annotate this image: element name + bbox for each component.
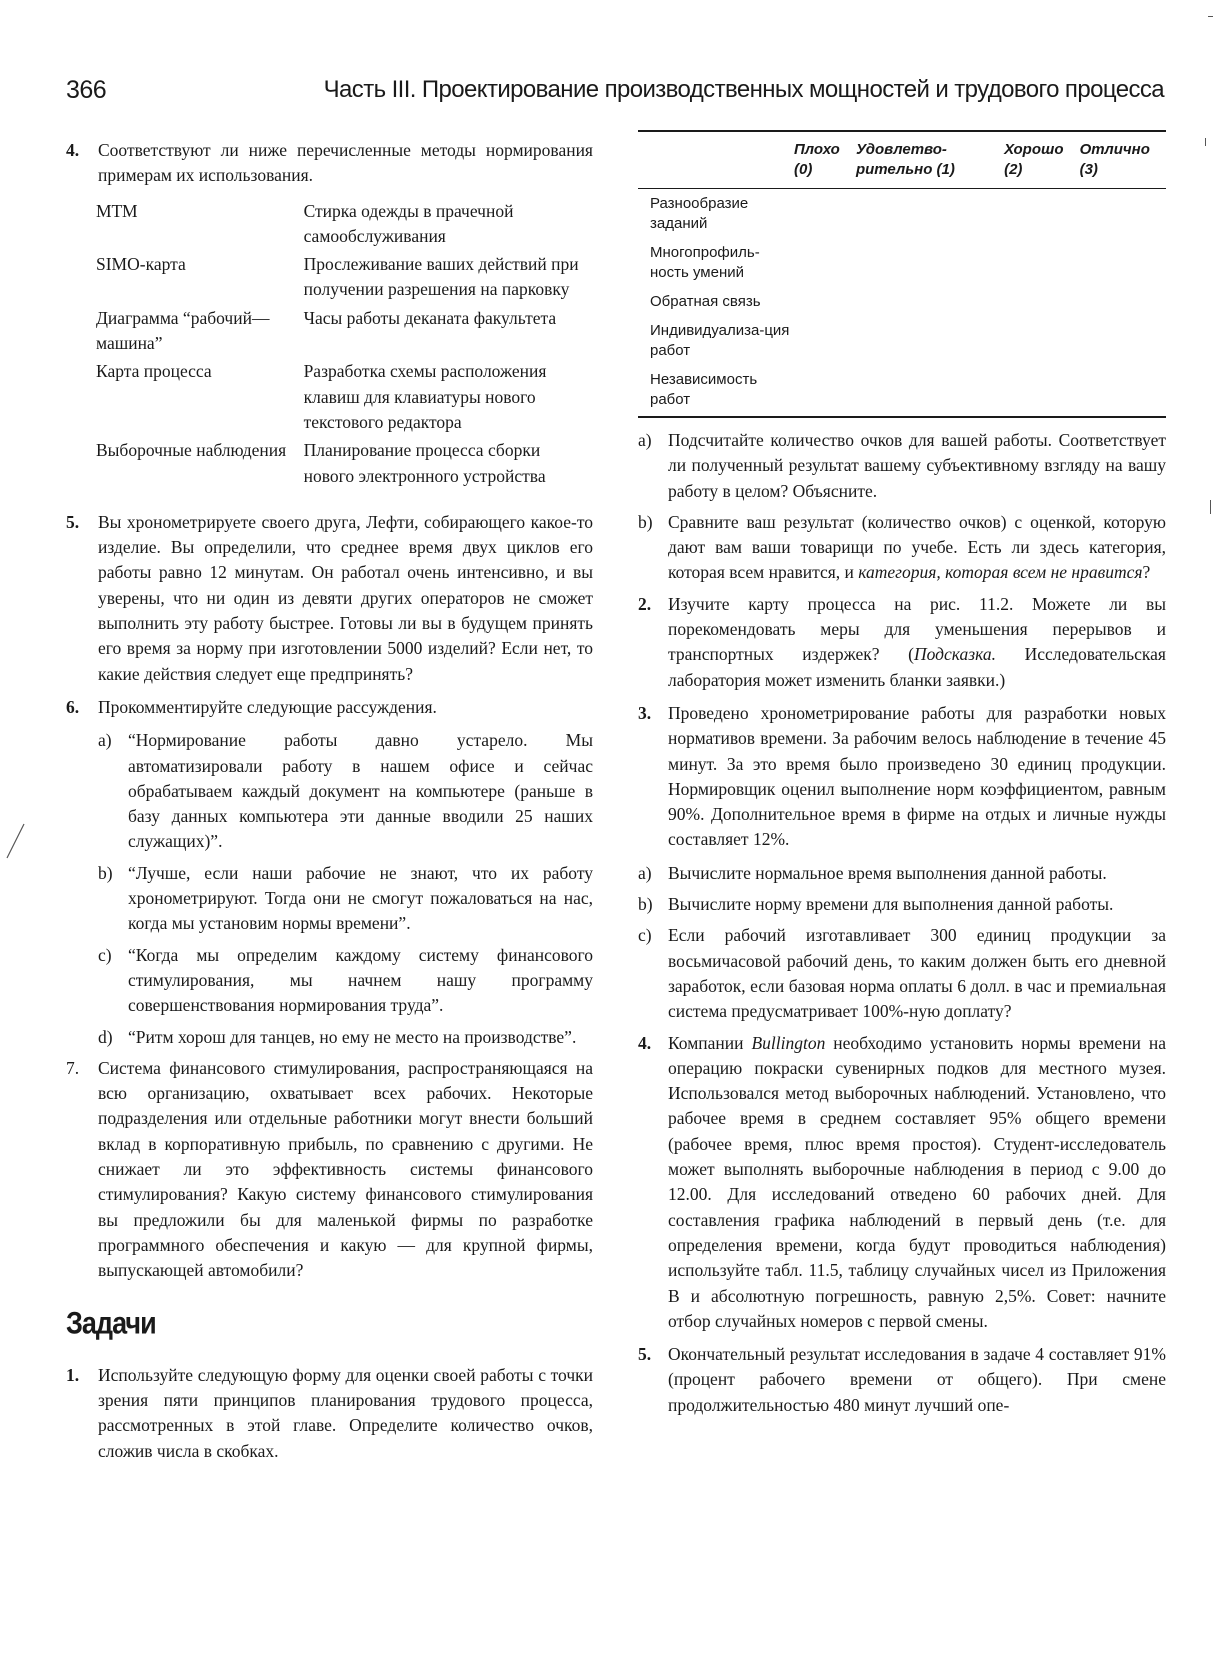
matching-row bbox=[96, 252, 593, 306]
sub-text: Вычислите нормальное время выполнения данной работы. bbox=[668, 862, 1107, 883]
form-cell bbox=[794, 316, 856, 365]
question-text: Вы хронометрируете своего друга, Лефти, собирающего какое-то изделие. Вы определили, что среднее время двух циклов его работы равно 12 минутам. Он работал очень интенсивно, и вы уверены, что ни один из девяти других операторов не сможет выполнить эту работу быстрее. Готовы ли вы в будущем принять его время за норму при изготовлении 5000 изделий? Если нет, то какие действия следует еще предпринять? bbox=[98, 511, 593, 684]
form-cell bbox=[794, 189, 856, 239]
form-row-label: Многопрофиль-ность умений bbox=[650, 244, 760, 281]
page-header bbox=[66, 76, 1164, 116]
right-column bbox=[638, 130, 1166, 1426]
task-5 bbox=[638, 1342, 1166, 1418]
hint-label: Подсказка. bbox=[914, 644, 996, 665]
question-5 bbox=[66, 510, 593, 687]
form-row bbox=[638, 287, 1166, 316]
question-number: 5. bbox=[66, 511, 80, 532]
form-cell bbox=[1004, 316, 1080, 365]
form-cell bbox=[856, 238, 1004, 287]
method-example: Стирка одежды в прачечной самообслуживания bbox=[303, 200, 514, 246]
form-cell bbox=[1080, 316, 1166, 365]
method-example: Планирование процесса сборки нового электронного устройства bbox=[303, 440, 546, 486]
matching-row bbox=[96, 438, 593, 492]
form-header-good: Хорошо (2) bbox=[1004, 131, 1080, 189]
form-cell bbox=[794, 238, 856, 287]
subquestion-c bbox=[66, 943, 593, 1019]
question-number: 4. bbox=[66, 140, 80, 160]
sub-label: a) bbox=[98, 730, 112, 751]
question-number: 6. bbox=[66, 696, 80, 717]
task-number: 5. bbox=[638, 1344, 652, 1365]
form-cell bbox=[856, 287, 1004, 316]
sub-text: “Ритм хорош для танцев, но ему не место на производстве”. bbox=[128, 1026, 577, 1047]
method-example: Часы работы деканата факультета bbox=[303, 307, 557, 328]
task-number: 2. bbox=[638, 593, 652, 614]
form-cell bbox=[1080, 287, 1166, 316]
task-4 bbox=[638, 1031, 1166, 1335]
form-row bbox=[638, 189, 1166, 239]
subquestion-d bbox=[66, 1025, 593, 1050]
sub-label: d) bbox=[98, 1026, 113, 1047]
form-cell bbox=[1080, 189, 1166, 239]
question-text: Прокомментируйте следующие рассуждения. bbox=[98, 696, 437, 717]
margin-tick-mark bbox=[1210, 500, 1211, 514]
running-title: Часть III. Проектирование производственных мощностей и трудового процесса bbox=[323, 76, 1164, 103]
form-cell bbox=[1080, 238, 1166, 287]
question-6 bbox=[66, 695, 593, 720]
sub-text: Сравните ваш результат (количество очков) с оценкой, которую дают вам ваши товарищи по учебе. Есть ли здесь категория, которая всем нравится, и bbox=[668, 511, 1166, 583]
sub-text: “Когда мы определим каждому систему финансового стимулирования, мы начнем нашу программу совершенствования нормирования труда”. bbox=[128, 944, 593, 1016]
task-text: Компании bbox=[668, 1032, 752, 1053]
form-row-label: Обратная связь bbox=[650, 293, 761, 310]
form-cell bbox=[1004, 238, 1080, 287]
sub-text: “Нормирование работы давно устарело. Мы автоматизировали работу в нашем офисе и сейчас обрабатываем каждый документ на компьютере (раньше в базу данных компьютера эти данные вводили 25 наших служащих)”. bbox=[128, 730, 593, 852]
task-3-subquestion-a bbox=[638, 861, 1166, 886]
form-header-poor: Плохо (0) bbox=[794, 131, 856, 189]
form-cell bbox=[856, 365, 1004, 417]
form-header-row bbox=[638, 131, 1166, 189]
sub-label: a) bbox=[638, 862, 652, 883]
sub-label: a) bbox=[638, 430, 652, 450]
method-name: Карта процесса bbox=[96, 361, 212, 382]
sub-text: Если рабочий изготавливает 300 единиц продукции за восьмичасовой рабочий день, то каким должен быть его дневной заработок, если базовая норма оплаты 6 долл. в час и премиальная система предусматривает 100%-ную доплату? bbox=[668, 925, 1166, 1022]
left-column bbox=[66, 138, 593, 1472]
task-text-end: Исследовательская лаборатория может изменить бланки заявки.) bbox=[668, 644, 1166, 690]
task-3 bbox=[638, 701, 1166, 853]
page-number: 366 bbox=[66, 76, 107, 104]
task-number: 1. bbox=[66, 1364, 80, 1385]
form-cell bbox=[1004, 365, 1080, 417]
method-name: SIMO-карта bbox=[96, 254, 186, 275]
form-cell bbox=[856, 316, 1004, 365]
sub-label: b) bbox=[638, 894, 653, 915]
method-name: МТМ bbox=[96, 200, 138, 221]
form-header-satisfactory: Удовлетво-рительно (1) bbox=[856, 131, 1004, 189]
pen-stroke-mark bbox=[4, 822, 26, 862]
form-row bbox=[638, 238, 1166, 287]
task-1-subquestion-b bbox=[638, 510, 1166, 586]
method-example: Прослеживание ваших действий при получении разрешения на парковку bbox=[303, 254, 579, 300]
form-cell bbox=[1004, 189, 1080, 239]
subquestion-a bbox=[66, 728, 593, 854]
matching-row bbox=[96, 199, 593, 253]
form-header-excellent: Отлично (3) bbox=[1080, 131, 1166, 189]
question-number: 7. bbox=[66, 1057, 80, 1078]
margin-tick-mark bbox=[1205, 138, 1206, 146]
task-text: Окончательный результат исследования в задаче 4 составляет 91% (процент рабочего времени от общего). При смене продолжительностью 480 минут лучший опе- bbox=[668, 1344, 1166, 1415]
tasks-heading: Задачи bbox=[66, 1306, 156, 1341]
task-1-subquestion-a bbox=[638, 428, 1166, 504]
form-row bbox=[638, 316, 1166, 365]
question-text: Соответствуют ли ниже перечисленные методы нормирования примерам их использования. bbox=[98, 140, 593, 186]
task-text: Изучите карту процесса на рис. 11.2. Можете ли вы порекомендовать меры для уменьшения перерывов и транспортных издержек? ( bbox=[668, 593, 1166, 665]
sub-text: Подсчитайте количество очков для вашей работы. Соответствует ли полученный результат вашему субъективному взгляду на вашу работу в целом? Объясните. bbox=[668, 430, 1166, 501]
task-number: 4. bbox=[638, 1032, 652, 1053]
matching-row bbox=[96, 359, 593, 438]
method-name: Выборочные наблюдения bbox=[96, 440, 287, 461]
sub-text: “Лучше, если наши рабочие не знают, что их работу хронометрируют. Тогда они не смогут пожаловаться на нас, когда мы установим нормы времени”. bbox=[128, 862, 593, 934]
form-cell bbox=[1080, 365, 1166, 417]
sub-label: b) bbox=[638, 511, 653, 532]
subquestion-b bbox=[66, 861, 593, 937]
form-row bbox=[638, 365, 1166, 417]
form-header-blank bbox=[638, 131, 794, 189]
task-2 bbox=[638, 592, 1166, 693]
sub-text: Вычислите норму времени для выполнения данной работы. bbox=[668, 894, 1114, 915]
task-3-subquestion-b bbox=[638, 892, 1166, 917]
form-cell bbox=[1004, 287, 1080, 316]
matching-row bbox=[96, 306, 593, 360]
form-row-label: Разнообразие заданий bbox=[650, 195, 749, 232]
method-example: Разработка схемы расположения клавиш для клавиатуры нового текстового редактора bbox=[303, 361, 547, 432]
task-text: Используйте следующую форму для оценки своей работы с точки зрения пяти принципов планирования трудового процесса, рассмотренных в этой главе. Определите количество очков, сложив числа в скобках. bbox=[98, 1364, 593, 1461]
methods-matching-table bbox=[96, 199, 593, 492]
question-7 bbox=[66, 1056, 593, 1284]
sub-label: c) bbox=[98, 944, 112, 965]
form-cell bbox=[794, 365, 856, 417]
task-3-subquestion-c bbox=[638, 923, 1166, 1024]
sub-text-italic: категория, которая всем не нравится bbox=[858, 562, 1143, 583]
question-4 bbox=[66, 138, 593, 189]
task-text: Проведено хронометрирование работы для разработки новых нормативов времени. За рабочим велось наблюдение в течение 45 минут. За это время было произведено 30 единиц продукции. Нормировщик оценил выполнение норм коэффициентом, равным 90%. Дополнительное время в фирме на отдых и личные нужды составляет 12%. bbox=[668, 702, 1166, 850]
question-text: Система финансового стимулирования, распространяющаяся на всю организацию, охватывает всех рабочих. Некоторые подразделения или отдельные работники могут внести больший вклад в корпоративную прибыль, по сравнению с другими. Не снижает ли это эффективность системы финансового стимулирования? Какую систему финансового стимулирования вы предложили бы для маленькой фирмы по разработке программного обеспечения и какую — для крупной фирмы, выпускающей автомобили? bbox=[98, 1057, 593, 1281]
task-text-end: необходимо установить нормы времени на операцию покраски сувенирных подков для местного музея. Использовался метод выборочных наблюдений. Установлено, что рабочее время в среднем составляет 95% общего времени (рабочее время, плюс время простоя). Студент-исследователь может выполнять выборочные наблюдения в период с 9.00 до 12.00. Для исследований отведено 60 рабочих дней. Для составления графика наблюдений в первый день (т.е. для определения времени, когда будут проводиться наблюдения) используйте табл. 11.5, таблицу случайных чисел из Приложения B и абсолютную погрешность, равную 2,5%. Совет: начните отбор случайных номеров с первой смены. bbox=[668, 1032, 1166, 1331]
corner-tick-mark bbox=[1208, 16, 1213, 17]
sub-label: c) bbox=[638, 925, 652, 946]
task-number: 3. bbox=[638, 702, 652, 723]
sub-label: b) bbox=[98, 862, 113, 883]
form-row-label: Индивидуализа-ция работ bbox=[650, 322, 790, 359]
method-name: Диаграмма “рабочий—машина” bbox=[96, 307, 270, 354]
form-cell bbox=[856, 189, 1004, 239]
form-row-label: Независимость работ bbox=[638, 365, 794, 417]
company-name: Bullington bbox=[751, 1032, 826, 1053]
task-1 bbox=[66, 1363, 593, 1464]
self-assessment-form-table bbox=[638, 130, 1166, 418]
form-cell bbox=[794, 287, 856, 316]
sub-text-end: ? bbox=[1142, 562, 1151, 583]
